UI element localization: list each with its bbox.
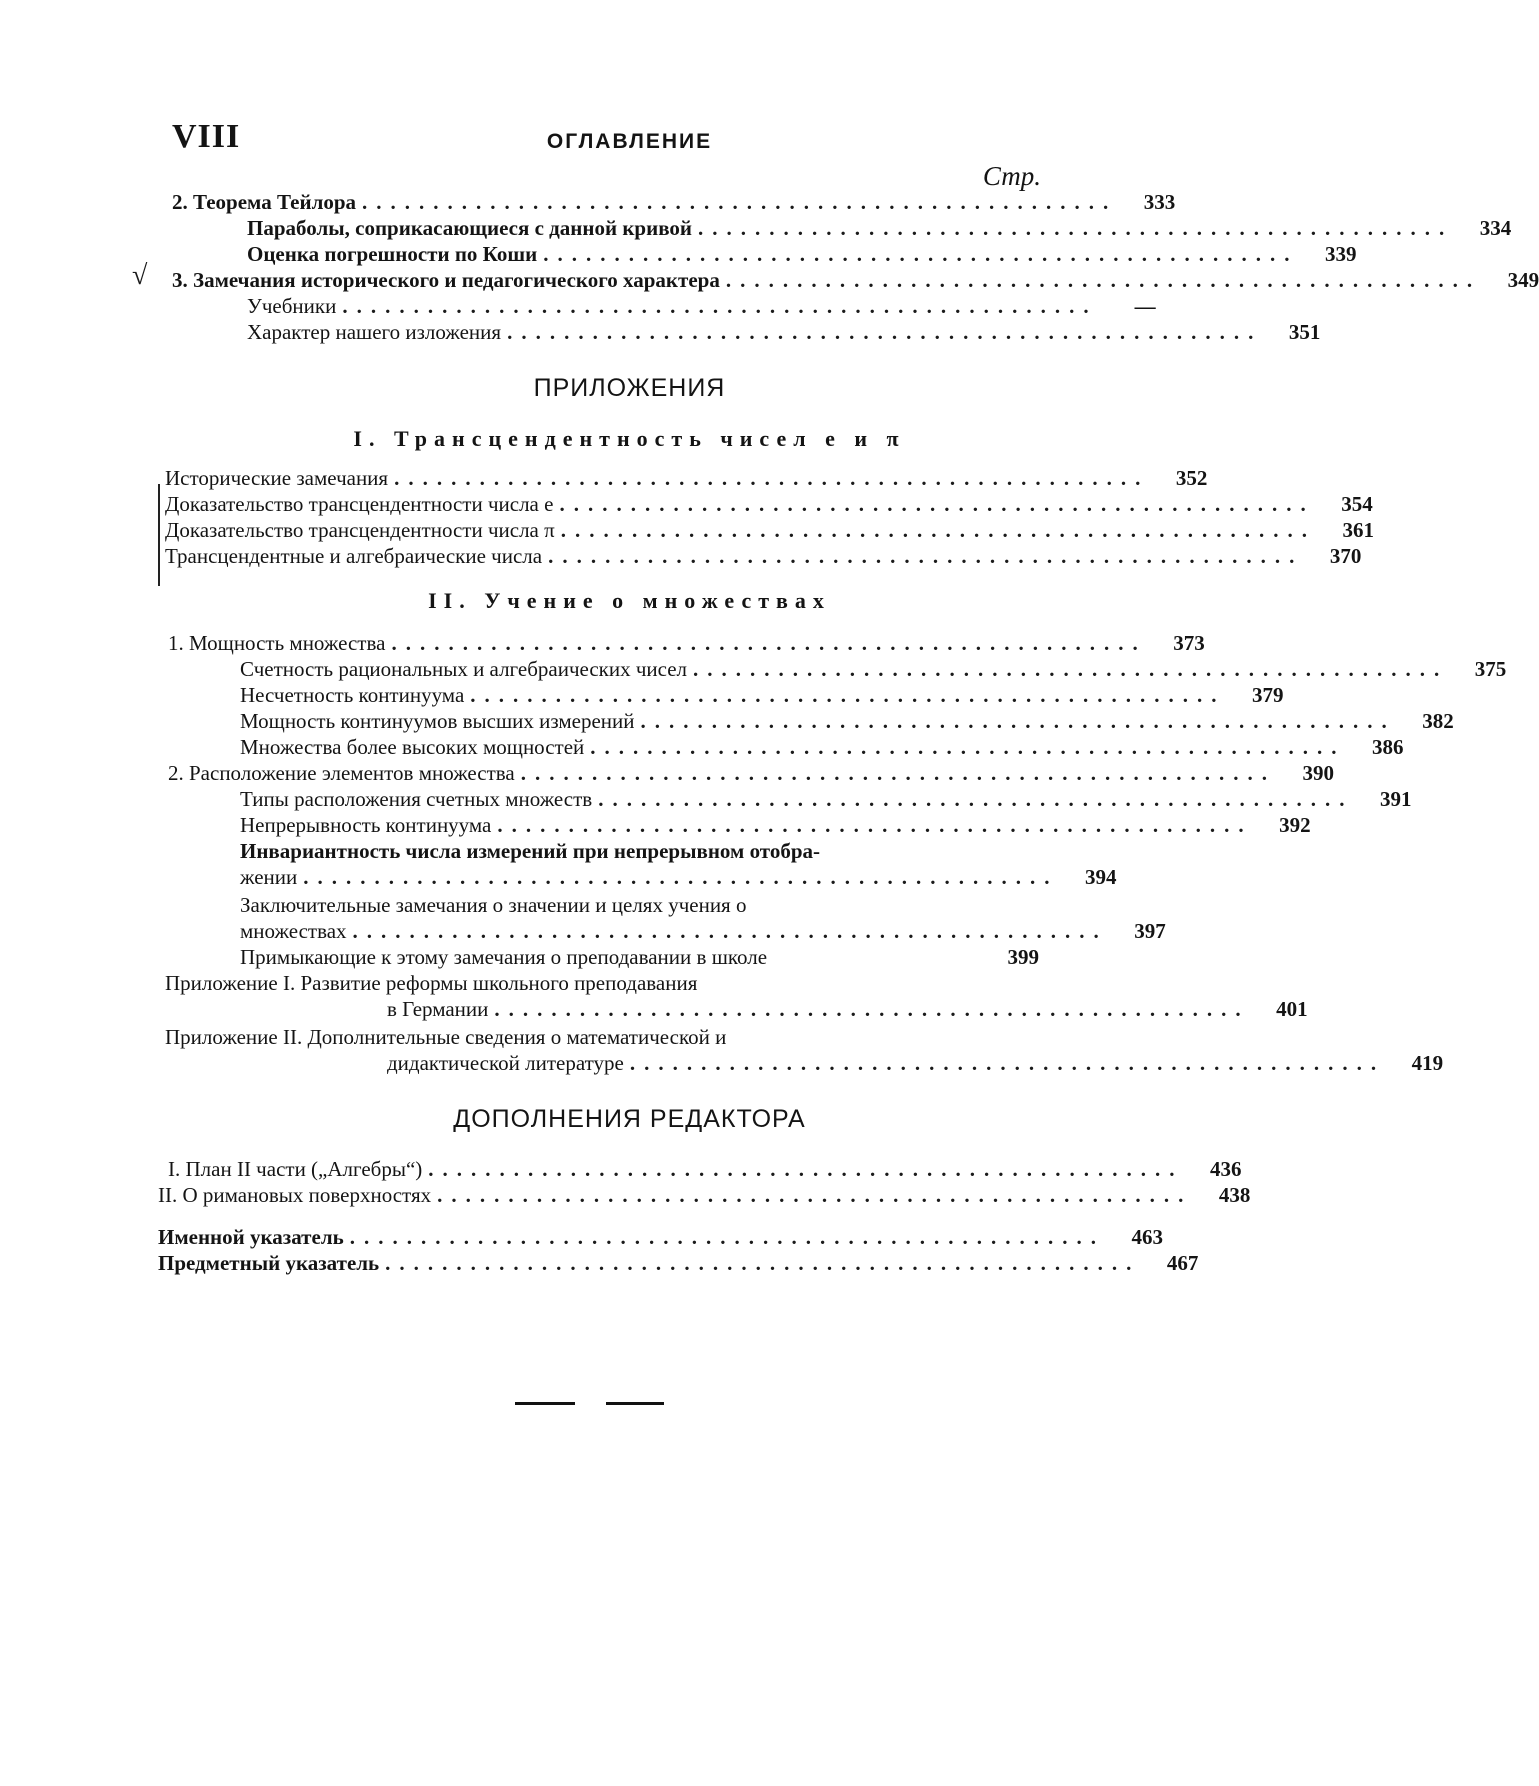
toc-entry-page: 354 — [1341, 492, 1373, 516]
toc-entry-page: 394 — [1085, 865, 1117, 889]
toc-entry — [247, 215, 1512, 241]
toc-entry-text: в Германии — [387, 997, 489, 1021]
end-ornament-rule-right — [606, 1402, 664, 1405]
toc-entry — [168, 630, 1205, 656]
toc-entry-page: 352 — [1175, 466, 1208, 490]
toc-entry-page: 467 — [1166, 1251, 1199, 1275]
toc-entry-text: II. О римановых поверхностях — [158, 1183, 432, 1207]
toc-entry — [168, 760, 1334, 786]
toc-entry-page: — — [1134, 294, 1156, 318]
toc-entry-text: 1. Мощность множества — [168, 631, 386, 655]
toc-entry-line2 — [240, 864, 1117, 890]
toc-entry-page: 375 — [1474, 657, 1507, 681]
toc-entry-page: 339 — [1324, 242, 1357, 266]
toc-entry-page: 370 — [1329, 544, 1362, 568]
toc-entry-text: Учебники — [247, 294, 337, 318]
toc-entry-line1 — [165, 970, 987, 996]
leader-dots: ..................................................... — [385, 1251, 1141, 1275]
toc-entry — [172, 189, 1176, 215]
toc-entry — [172, 267, 1539, 293]
toc-entry-text: Непрерывность континуума — [240, 813, 492, 837]
toc-entry-text: Именной указатель — [158, 1225, 344, 1249]
toc-entry-page: 379 — [1252, 683, 1284, 707]
toc-entry-page: 392 — [1279, 813, 1311, 837]
toc-entry-page: 401 — [1276, 997, 1308, 1021]
leader-dots: ..................................................... — [470, 683, 1226, 707]
toc-entry-page: 390 — [1302, 761, 1334, 785]
toc-entry-text: Параболы, соприкасающиеся с данной кривой — [247, 216, 692, 240]
leader-dots: ..................................................... — [342, 294, 1098, 318]
toc-entry — [165, 543, 1362, 569]
leader-dots: ..................................................... — [520, 761, 1276, 785]
toc-entry-text: множествах — [240, 919, 347, 943]
toc-entry-page: 349 — [1507, 268, 1539, 292]
toc-entry-page: 391 — [1379, 787, 1412, 811]
subsection-heading-transcendence: I. Трансцендентность чисел e и π — [353, 426, 906, 451]
toc-entry-text: Множества более высоких мощностей — [240, 735, 585, 759]
toc-entry-page: 436 — [1210, 1157, 1242, 1181]
toc-entry-text: Доказательство трансцендентности числа e — [165, 492, 554, 516]
toc-entry-text: Мощность континуумов высших измерений — [240, 709, 635, 733]
toc-entry — [158, 1250, 1199, 1276]
toc-entry-text: 3. Замечания исторического и педагогического характера — [172, 268, 720, 292]
leader-dots: ..................................................... — [548, 544, 1304, 568]
toc-entry-page: 399 — [1007, 945, 1039, 969]
handwritten-check-mark: √ — [132, 260, 148, 291]
leader-dots: ..................................................... — [598, 787, 1354, 811]
toc-entry-text: дидактической литературе — [387, 1051, 624, 1075]
toc-entry-text: Примыкающие к этому замечания о преподавании в школе — [240, 945, 768, 969]
toc-entry-text: Доказательство трансцендентности числа π — [165, 518, 555, 542]
toc-entry-text: Счетность рациональных и алгебраических чисел — [240, 657, 688, 681]
leader-dots: ..................................................... — [640, 709, 1396, 733]
toc-entry-page: 361 — [1342, 518, 1374, 542]
toc-entry — [168, 1156, 1242, 1182]
section-heading-appendices: ПРИЛОЖЕНИЯ — [533, 374, 726, 402]
toc-entry-line1 — [240, 892, 987, 918]
leader-dots: ..................................................... — [352, 919, 1108, 943]
leader-dots: ..................................................... — [394, 466, 1150, 490]
page-number: VIII — [172, 118, 241, 155]
toc-entry-text: Инвариантность числа измерений при непрерывном отобра- — [240, 839, 821, 863]
toc-entry — [247, 319, 1321, 345]
leader-dots: ..................................................... — [629, 1051, 1386, 1075]
toc-entry-text: Заключительные замечания о значении и целях учения о — [240, 893, 747, 917]
toc-entry-line1 — [165, 1024, 987, 1050]
toc-entry-text: Характер нашего изложения — [247, 320, 502, 344]
toc-entry — [240, 708, 1454, 734]
toc-entry — [240, 812, 1311, 838]
end-ornament-rule-left — [515, 1402, 575, 1405]
toc-entry-text: Приложение II. Дополнительные сведения о математической и — [165, 1025, 727, 1049]
toc-entry-page: 463 — [1131, 1225, 1163, 1249]
toc-entry-page: 373 — [1173, 631, 1205, 655]
toc-entry — [240, 786, 1412, 812]
toc-entry-text: Несчетность континуума — [240, 683, 465, 707]
toc-entry — [165, 491, 1373, 517]
leader-dots: ..................................................... — [362, 190, 1118, 214]
toc-entry-page: 397 — [1134, 919, 1166, 943]
toc-entry — [158, 1182, 1251, 1208]
toc-entry — [247, 241, 1357, 267]
running-head: ОГЛАВЛЕНИЕ — [546, 130, 713, 153]
toc-entry-line1 — [240, 838, 987, 864]
toc-entry-text: Типы расположения счетных множеств — [240, 787, 593, 811]
toc-entry-page: 438 — [1218, 1183, 1251, 1207]
page-column-label: Стр. — [982, 161, 1041, 191]
leader-dots: ..................................................... — [428, 1157, 1184, 1181]
leader-dots: ..................................................... — [560, 518, 1316, 542]
toc-entry-line2 — [240, 918, 1166, 944]
toc-entry-text: Приложение I. Развитие реформы школьного преподавания — [165, 971, 698, 995]
leader-dots: ..................................................... — [494, 997, 1250, 1021]
toc-entry — [240, 944, 1039, 970]
toc-entry — [165, 517, 1374, 543]
leader-dots: ..................................................... — [725, 268, 1482, 292]
toc-entry-page: 334 — [1479, 216, 1512, 240]
subsection-heading-set-theory: II. Учение о множествах — [428, 588, 831, 613]
toc-entry-page: 351 — [1288, 320, 1321, 344]
toc-entry-line2 — [387, 996, 1308, 1022]
toc-entry — [240, 682, 1284, 708]
leader-dots: ..................................................... — [507, 320, 1263, 344]
leader-dots: ..................................................... — [543, 242, 1299, 266]
leader-dots: ..................................................... — [698, 216, 1454, 240]
leader-dots: ..................................................... — [437, 1183, 1193, 1207]
handwritten-margin-bracket — [158, 484, 160, 586]
toc-entry-text: Трансцендентные и алгебраические числа — [165, 544, 543, 568]
toc-entry-page: 386 — [1372, 735, 1404, 759]
toc-entry-text: Предметный указатель — [158, 1251, 380, 1275]
toc-entry-page: 333 — [1143, 190, 1176, 214]
toc-entry-text: 2. Расположение элементов множества — [168, 761, 515, 785]
toc-entry — [165, 465, 1208, 491]
toc-entry-text: Оценка погрешности по Коши — [247, 242, 538, 266]
toc-entry-text: жении — [240, 865, 298, 889]
toc-entry-line2 — [387, 1050, 1444, 1076]
toc-entry-page: 382 — [1422, 709, 1454, 733]
leader-dots: ..................................................... — [349, 1225, 1105, 1249]
leader-dots: ..................................................... — [693, 657, 1449, 681]
leader-dots: ..................................................... — [497, 813, 1253, 837]
leader-dots: ..................................................... — [303, 865, 1059, 889]
toc-entry-text: 2. Теорема Тейлора — [172, 190, 357, 214]
leader-dots: ..................................................... — [590, 735, 1346, 759]
toc-entry — [247, 293, 1156, 319]
leader-dots: ..................................................... — [559, 492, 1315, 516]
toc-entry — [240, 734, 1404, 760]
toc-entry — [240, 656, 1507, 682]
section-heading-editor-additions: ДОПОЛНЕНИЯ РЕДАКТОРА — [453, 1105, 806, 1133]
toc-entry-page: 419 — [1411, 1051, 1444, 1075]
leader-dots: ..................................................... — [391, 631, 1147, 655]
toc-entry-text: Исторические замечания — [165, 466, 389, 490]
toc-entry-text: I. План II части („Алгебры“) — [168, 1157, 423, 1181]
toc-entry — [158, 1224, 1163, 1250]
